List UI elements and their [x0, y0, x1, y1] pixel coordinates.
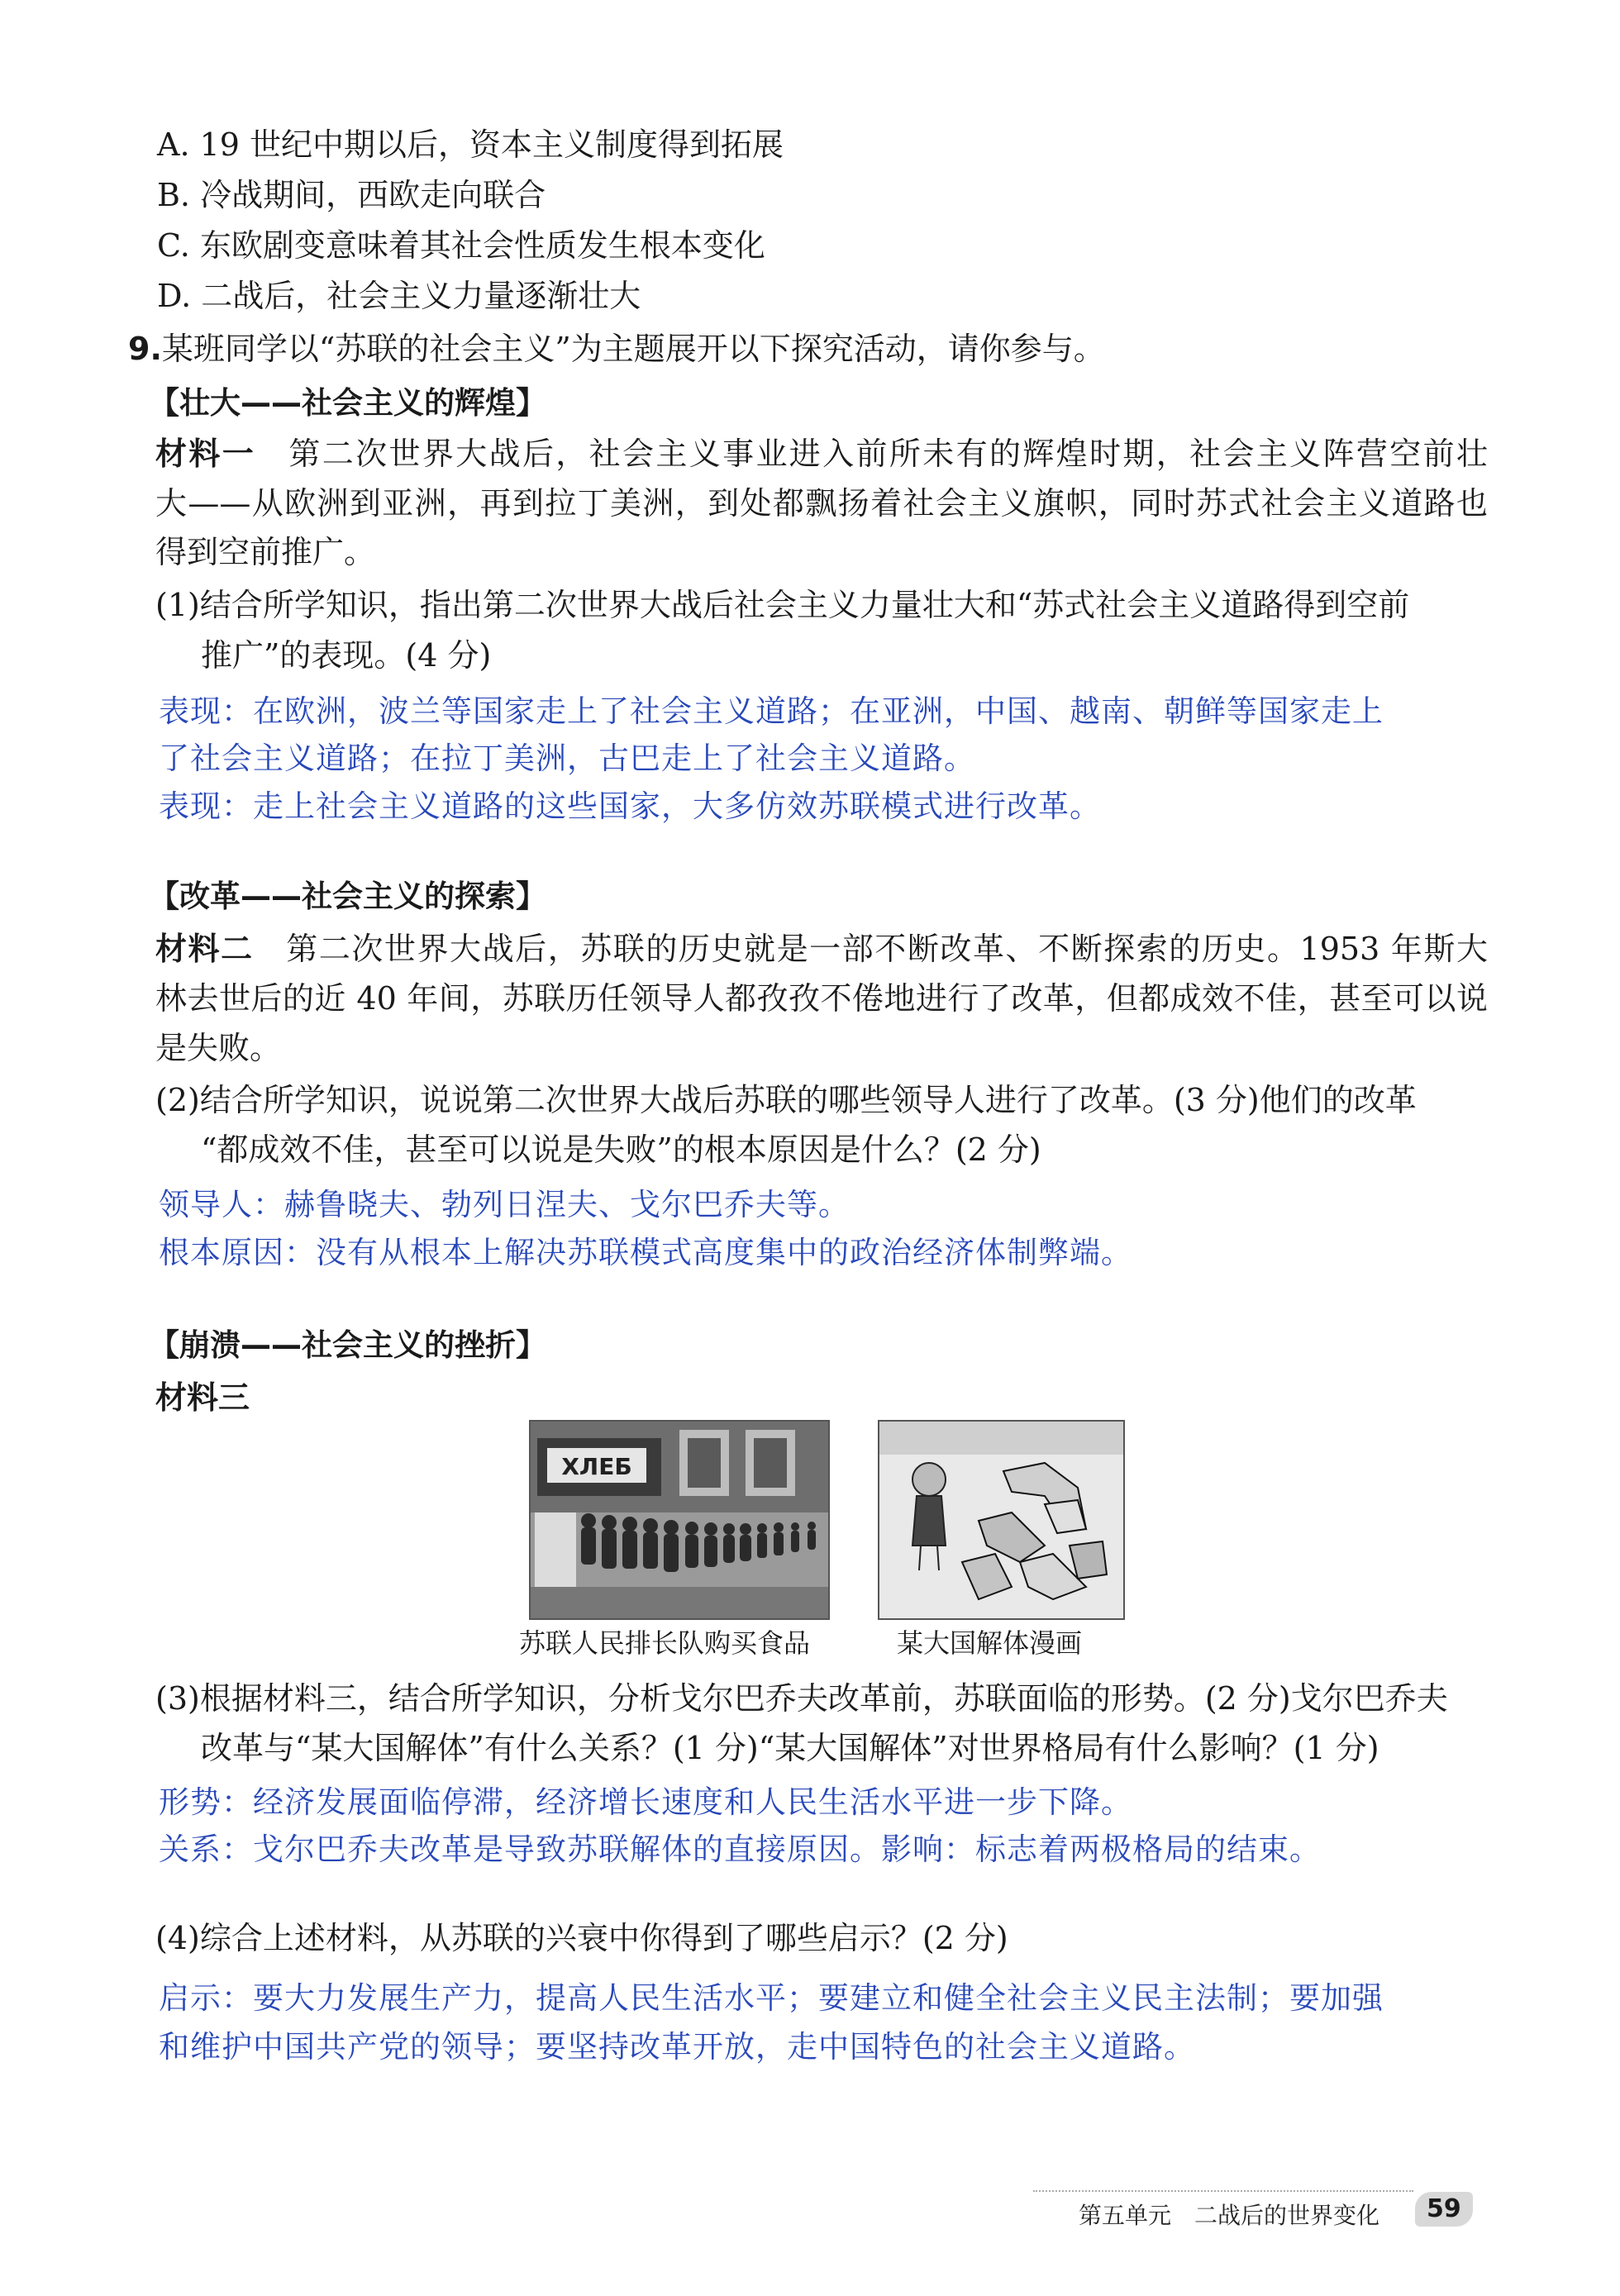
page-number: 59 [1415, 2192, 1473, 2227]
material-2-line-1: 材料二 第二次世界大战后，苏联的历史就是一部不断改革、不断探索的历史。1953 年斯大 [155, 931, 1488, 967]
answer-2-line-2: 根本原因：没有从根本上解决苏联模式高度集中的政治经济体制弊端。 [159, 1235, 1132, 1270]
material-label: 材料二 [155, 931, 254, 967]
question-stem: 某班同学以“苏联的社会主义”为主题展开以下探究活动，请你参与。 [161, 331, 1105, 367]
sub-question-3-line-2: 改革与“某大国解体”有什么关系？(1 分)“某大国解体”对世界格局有什么影响？(1 分) [201, 1730, 1379, 1766]
material-1-line-2: 大——从欧洲到亚洲，再到拉丁美洲，到处都飘扬着社会主义旗帜，同时苏式社会主义道路也 [155, 485, 1488, 522]
question-number: 9. [128, 331, 162, 367]
cartoon-illustration [879, 1422, 1123, 1618]
bread-queue-photo [529, 1420, 830, 1620]
material-2-line-3: 是失败。 [155, 1030, 282, 1066]
answer-1-line-2: 了社会主义道路；在拉丁美洲，古巴走上了社会主义道路。 [159, 741, 975, 776]
sub-question-2-line-1: (2)结合所学知识，说说第二次世界大战后苏联的哪些领导人进行了改革。(3 分)他们的改革 [155, 1082, 1417, 1118]
sub-question-1-line-1: (1)结合所学知识，指出第二次世界大战后社会主义力量壮大和“苏式社会主义道路得到空前 [155, 587, 1410, 623]
option-b: B. 冷战期间，西欧走向联合 [157, 177, 546, 213]
sub-question-4: (4)综合上述材料，从苏联的兴衰中你得到了哪些启示？(2 分) [155, 1920, 1008, 1956]
option-a: A. 19 世纪中期以后，资本主义制度得到拓展 [157, 126, 784, 163]
material-label: 材料一 [155, 436, 256, 472]
answer-4-line-2: 和维护中国共产党的领导；要坚持改革开放，走中国特色的社会主义道路。 [159, 2029, 1195, 2065]
material-2-line-2: 林去世后的近 40 年间，苏联历任领导人都孜孜不倦地进行了改革，但都成效不佳，甚至可以说 [155, 980, 1488, 1017]
sub-question-3-line-1: (3)根据材料三，结合所学知识，分析戈尔巴乔夫改革前，苏联面临的形势。(2 分)戈尔巴乔夫 [155, 1680, 1448, 1717]
dissolution-cartoon [878, 1420, 1125, 1620]
caption-photo: 苏联人民排长队购买食品 [519, 1627, 811, 1659]
answer-1-line-1: 表现：在欧洲，波兰等国家走上了社会主义道路；在亚洲，中国、越南、朝鲜等国家走上 [159, 693, 1384, 729]
sub-question-1-line-2: 推广”的表现。(4 分) [201, 637, 492, 674]
footer-rule [1033, 2190, 1413, 2194]
bread-queue-illustration [531, 1422, 828, 1618]
section-heading-2: 【改革——社会主义的探索】 [149, 879, 546, 914]
section-heading-1: 【壮大——社会主义的辉煌】 [149, 385, 546, 421]
footer-unit-title: 第五单元 二战后的世界变化 [1079, 2202, 1380, 2229]
sub-question-2-line-2: “都成效不佳，甚至可以说是失败”的根本原因是什么？(2 分) [201, 1131, 1041, 1168]
section-heading-3: 【崩溃——社会主义的挫折】 [149, 1327, 546, 1363]
material-1-line-3: 得到空前推广。 [155, 534, 376, 570]
answer-1-line-3: 表现：走上社会主义道路的这些国家，大多仿效苏联模式进行改革。 [159, 788, 1101, 824]
caption-cartoon: 某大国解体漫画 [897, 1627, 1083, 1659]
answer-2-line-1: 领导人：赫鲁晓夫、勃列日涅夫、戈尔巴乔夫等。 [159, 1187, 850, 1222]
material-3-label: 材料三 [155, 1379, 250, 1416]
answer-4-line-1: 启示：要大力发展生产力，提高人民生活水平；要建立和健全社会主义民主法制；要加强 [159, 1980, 1384, 2016]
answer-3-line-1: 形势：经济发展面临停滞，经济增长速度和人民生活水平进一步下降。 [159, 1784, 1132, 1820]
answer-3-line-2: 关系：戈尔巴乔夫改革是导致苏联解体的直接原因。影响：标志着两极格局的结束。 [159, 1832, 1321, 1867]
option-c: C. 东欧剧变意味着其社会性质发生根本变化 [157, 227, 765, 264]
shop-sign: ХЛЕБ [561, 1453, 632, 1480]
material-1-line-1: 材料一 第二次世界大战后，社会主义事业进入前所未有的辉煌时期，社会主义阵营空前壮 [155, 436, 1488, 472]
question-9-stem [128, 328, 1105, 369]
option-d: D. 二战后，社会主义力量逐渐壮大 [157, 278, 641, 314]
